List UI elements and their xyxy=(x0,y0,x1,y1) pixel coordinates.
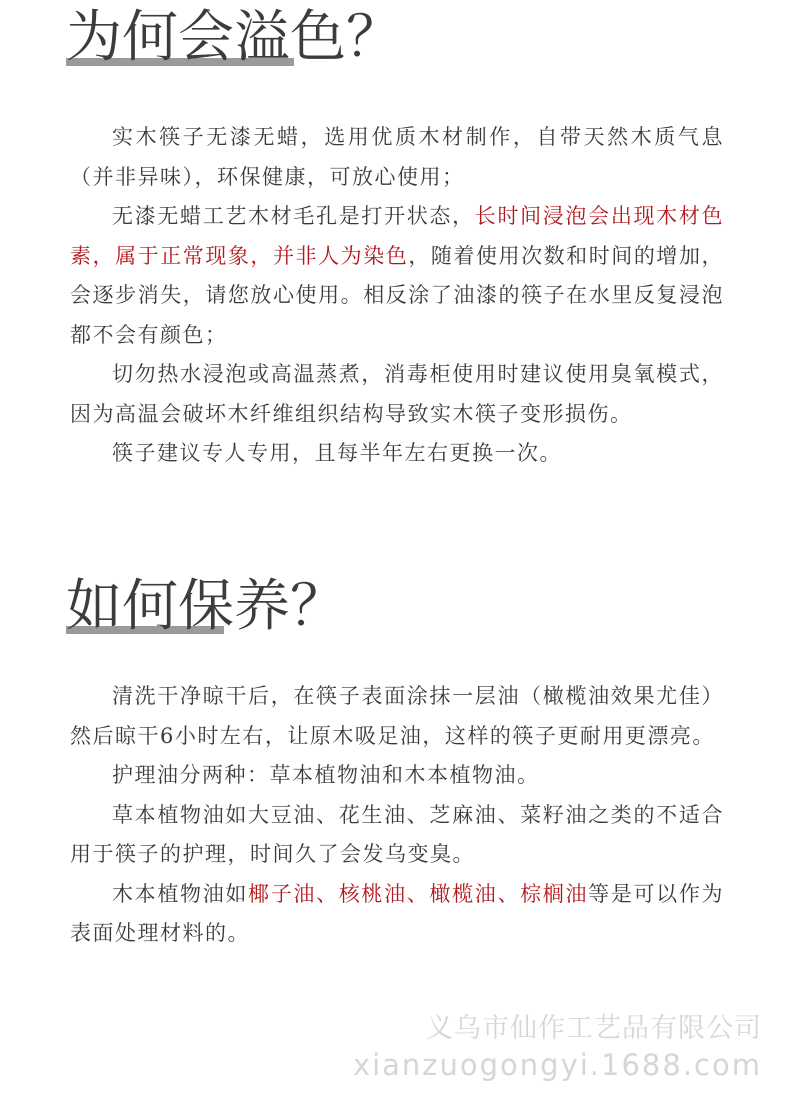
paragraph-text: 切勿热水浸泡或高温蒸煮，消毒柜使用时建议使用臭氧模式，因为高温会破坏木纤维组织结构导致实木筷子变形损伤。 xyxy=(70,362,724,426)
section1-paragraph-1 xyxy=(70,118,724,197)
paragraph-text: 草本植物油如大豆油、花生油、芝麻油、菜籽油之类的不适合用于筷子的护理，时间久了会发乌变臭。 xyxy=(70,802,724,866)
paragraph-text: 实木筷子无漆无蜡，选用优质木材制作，自带天然木质气息（并非异味），环保健康，可放心使用； xyxy=(70,125,724,189)
section2-paragraph-3 xyxy=(70,796,724,875)
watermark-company: 义乌市仙作工艺品有限公司 xyxy=(426,1013,762,1044)
paragraph-text: 木本植物油如 xyxy=(112,881,249,906)
section2-paragraph-4 xyxy=(70,875,724,954)
section2-paragraph-1 xyxy=(70,677,724,756)
highlighted-text: 椰子油、核桃油、橄榄油、棕榈油 xyxy=(248,881,589,906)
section1-paragraph-2 xyxy=(70,197,724,355)
paragraph-text: 无漆无蜡工艺木材毛孔是打开状态， xyxy=(112,204,475,228)
highlighted-text: 长时间浸泡会出现木材色素，属于正常现象，并非人为染色 xyxy=(70,204,725,268)
section1-body xyxy=(70,118,724,474)
section1-title: 为何会溢色？ xyxy=(66,5,402,70)
paragraph-text: 筷子建议专人专用，且每半年左右更换一次。 xyxy=(112,441,562,465)
section1-paragraph-4 xyxy=(70,434,724,474)
section2-body xyxy=(70,677,724,954)
section2-title: 如何保养？ xyxy=(66,574,346,639)
paragraph-text: 等是可以作为表面处理材料的。 xyxy=(70,881,725,945)
paragraph-text: ，随着使用次数和时间的增加，会逐步消失，请您放心使用。相反涂了油漆的筷子在水里反复浸泡都不会有颜色； xyxy=(70,243,725,347)
section1-paragraph-3 xyxy=(70,355,724,434)
paragraph-text: 护理油分两种：草本植物油和木本植物油。 xyxy=(112,763,540,787)
watermark-url: xianzuogongyi.1688.com xyxy=(352,1048,762,1082)
paragraph-text: 清洗干净晾干后，在筷子表面涂抹一层油（橄榄油效果尤佳）然后晾干6小时左右，让原木吸足油，这样的筷子更耐用更漂亮。 xyxy=(70,684,724,748)
section2-paragraph-2 xyxy=(70,756,724,796)
